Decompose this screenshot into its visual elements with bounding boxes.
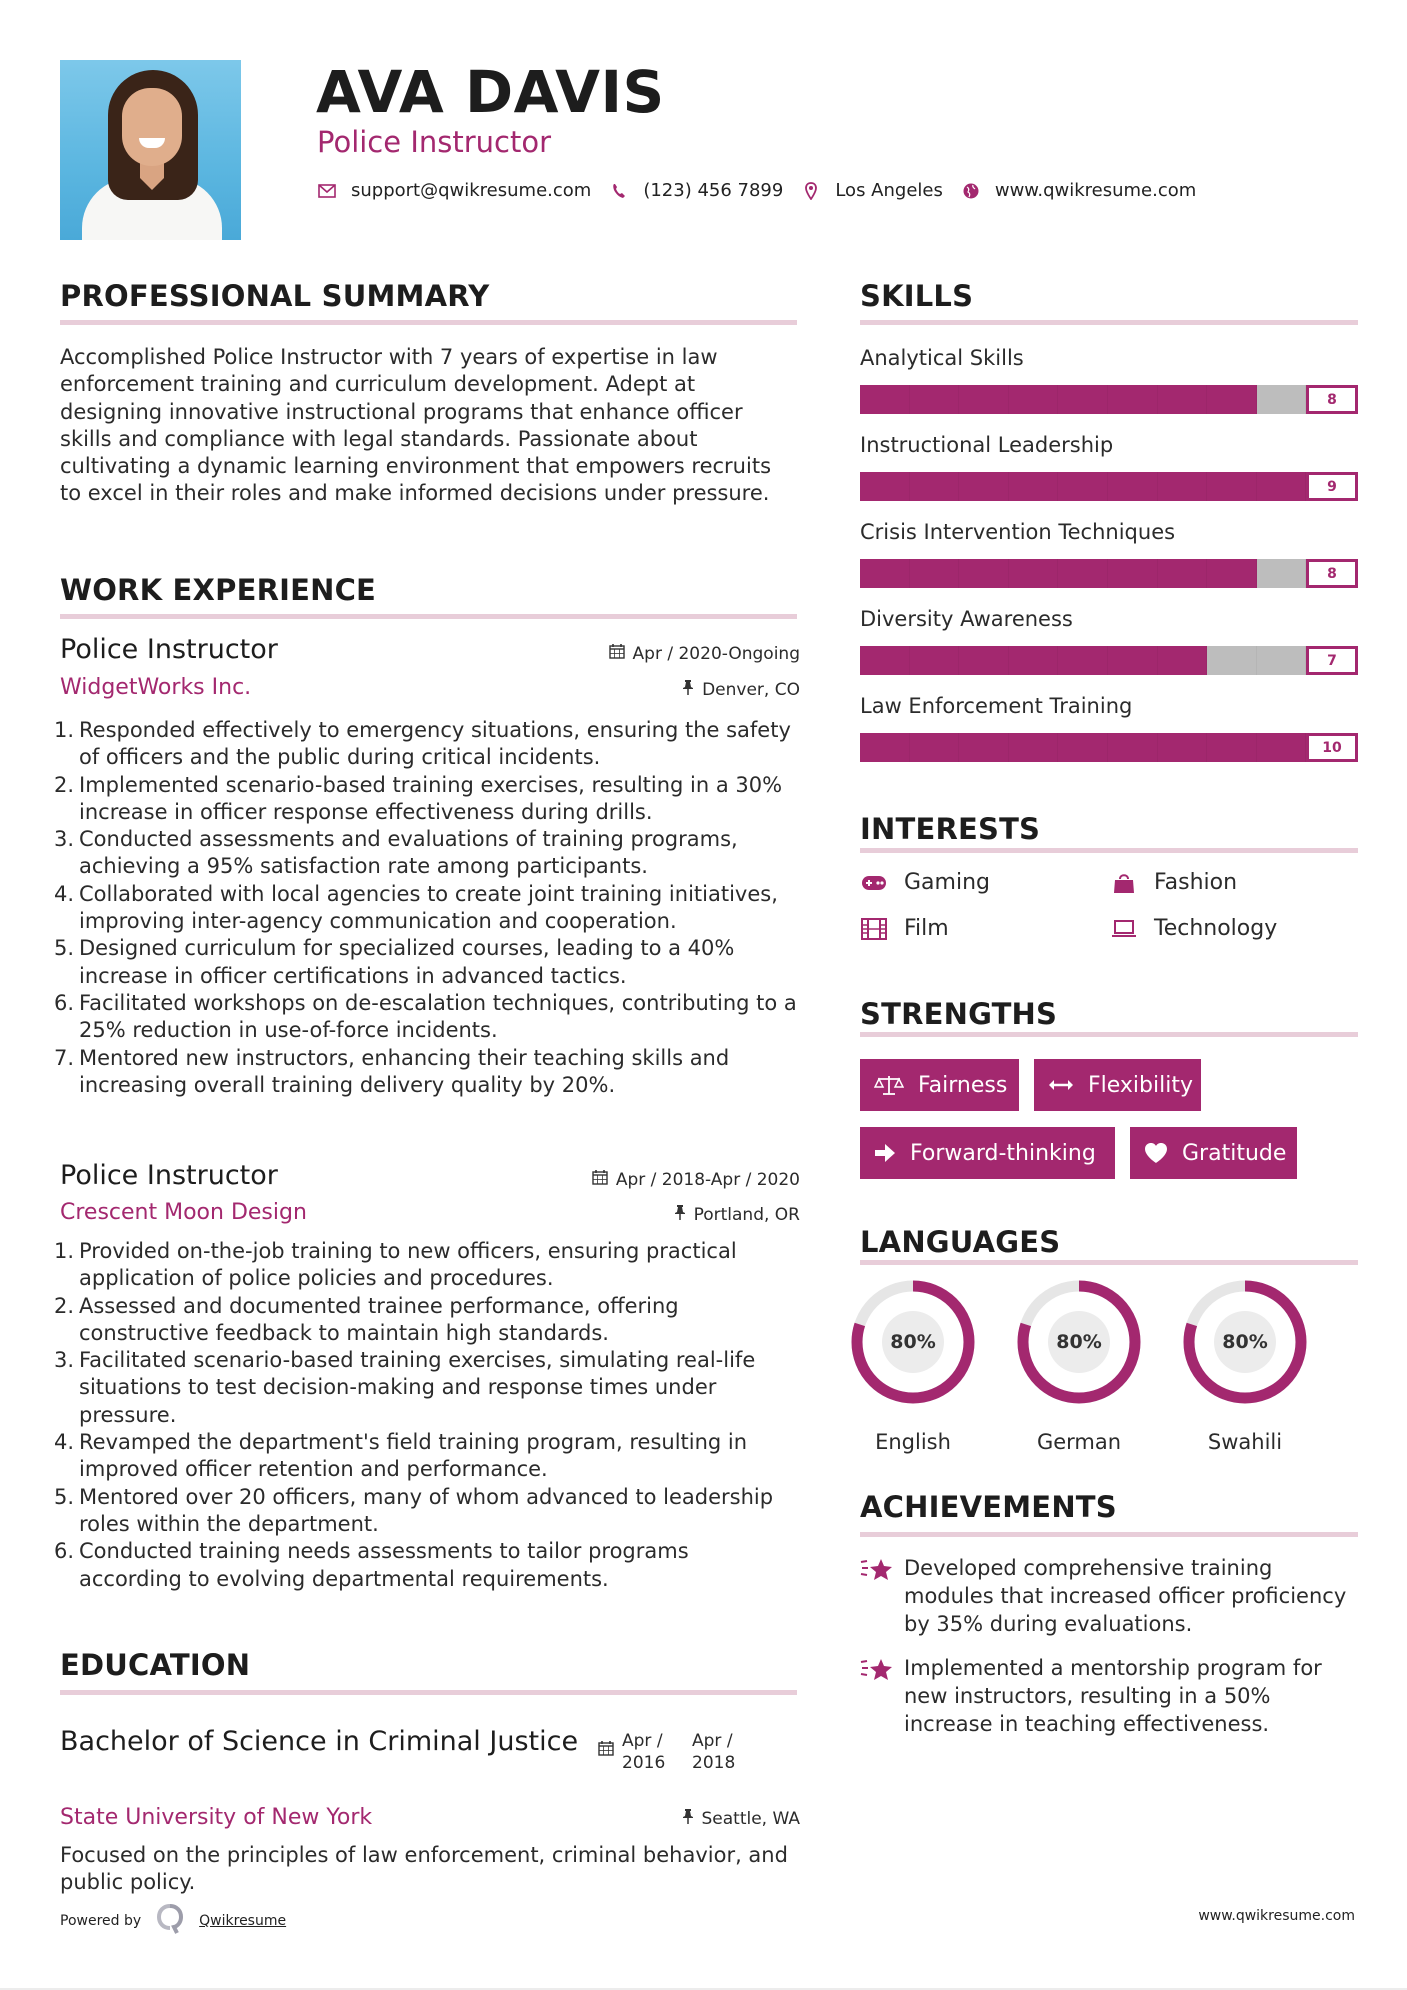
job-bullet: 6. Facilitated workshops on de-escalation techniques, contributing to a 25% reduction in use-of-force incidents. (54, 990, 797, 1043)
skill-bar-segment (1207, 559, 1257, 588)
pushpin-icon (682, 1808, 694, 1829)
job-bullets (54, 1238, 797, 1593)
job-bullet: 4. Revamped the department's field training program, resulting in improved officer retention and performance. (54, 1430, 748, 1482)
job-location-text: Denver, CO (702, 679, 800, 700)
job-bullet: 2. Assessed and documented trainee performance, offering constructive feedback to maintain high standards. (54, 1293, 679, 1345)
language-name: Swahili (1207, 1430, 1283, 1454)
section-title-achievements: ACHIEVEMENTS (860, 1490, 1117, 1524)
job-bullet: 3. Facilitated scenario-based training exercises, simulating real-life situations to test decision-making and response times under pressure. (54, 1348, 756, 1427)
qwikresume-link[interactable]: Qwikresume (199, 1913, 287, 1929)
skill-bar-segment (1257, 472, 1307, 501)
education-start-date: Apr / 2016 (622, 1731, 666, 1773)
job-title: Police Instructor (60, 634, 278, 665)
job-date (609, 643, 800, 664)
skill-label: Diversity Awareness (860, 607, 1073, 631)
pushpin-icon (682, 679, 694, 700)
skill-value: 9 (1306, 472, 1358, 501)
interest-item: Gaming (860, 870, 990, 895)
film-icon (860, 917, 888, 941)
strength-chip: Forward-thinking (860, 1127, 1115, 1179)
footer-powered-by: Powered by Qwikresume (60, 1904, 286, 1938)
contact-location (801, 180, 943, 201)
skill-bar-segment (959, 385, 1009, 414)
job-bullet: 2. Implemented scenario-based training exercises, resulting in a 30% increase in officer response effectiveness during drills. (54, 772, 783, 824)
calendar-icon (609, 643, 625, 664)
skill-bar-segment (959, 733, 1009, 762)
section-divider (860, 1260, 1358, 1265)
skill-bar-segment (1257, 559, 1307, 588)
achievement-text: Developed comprehensive training modules that increased officer proficiency by 35% during evaluations. (904, 1556, 1347, 1636)
language-percent: 80% (882, 1311, 944, 1373)
skill-bar (860, 733, 1356, 762)
skill-bar-segment (1108, 559, 1158, 588)
job-bullet: 5. Designed curriculum for specialized courses, leading to a 40% increase in officer certifications in advanced tactics. (54, 936, 735, 988)
language-item (1183, 1280, 1307, 1454)
job-bullet: 4. Collaborated with local agencies to create joint training initiatives, improving inter-agency communication and cooperation. (54, 881, 778, 934)
job-date-text: Apr / 2018-Apr / 2020 (615, 1169, 800, 1190)
job-company: Crescent Moon Design (60, 1200, 307, 1225)
skill-bar (860, 646, 1356, 675)
skill-bar-segment (1257, 646, 1307, 675)
skill-bar-segment (1207, 646, 1257, 675)
skill-bar-segment (1058, 472, 1108, 501)
job-bullet: 3. Conducted assessments and evaluations of training programs, achieving a 95% satisfaction rate among participants. (54, 827, 738, 879)
education-end-date: Apr / 2018 (692, 1731, 736, 1773)
contact-location-text: Los Angeles (835, 180, 943, 201)
skill-value: 8 (1306, 385, 1358, 414)
contact-phone[interactable] (609, 180, 783, 201)
gamepad-icon (860, 871, 888, 895)
section-title-skills: SKILLS (860, 279, 974, 313)
section-title-experience: WORK EXPERIENCE (60, 573, 377, 607)
shooting-star-icon (860, 1654, 904, 1738)
job-bullets (54, 717, 797, 1099)
skill-bar-segment (1058, 646, 1108, 675)
skill-bar-segment (1058, 733, 1108, 762)
skill-bar-segment (910, 733, 960, 762)
pushpin-icon (674, 1204, 686, 1225)
strength-chip: Fairness (860, 1059, 1019, 1111)
skill-value: 10 (1306, 733, 1358, 762)
summary-text: Accomplished Police Instructor with 7 years of expertise in law enforcement training and curriculum development. Adept at designing innovative instructional programs that enhance officer skills and compliance with legal standards. Passionate about cultivating a dynamic learning environment that empowers recruits to excel in their roles and make informed decisions under pressure. (60, 345, 772, 506)
education-description: Focused on the principles of law enforcement, criminal behavior, and public policy. (60, 1843, 788, 1895)
skill-bar-segment (1108, 646, 1158, 675)
interest-item: Technology (1110, 916, 1277, 941)
skill-bar-segment (959, 559, 1009, 588)
skill-bar-segment (910, 472, 960, 501)
section-divider (60, 1690, 797, 1695)
skill-bar-segment (860, 472, 910, 501)
education-date (598, 1730, 762, 1774)
job-bullet: 6. Conducted training needs assessments to tailor programs according to evolving departmental requirements. (54, 1539, 689, 1591)
contact-email[interactable] (317, 180, 591, 201)
arrow-right-icon (874, 1143, 896, 1163)
phone-icon (609, 181, 629, 201)
laptop-icon (1110, 917, 1138, 941)
section-title-interests: INTERESTS (860, 812, 1041, 846)
shopping-bag-icon (1110, 871, 1138, 895)
skill-bar (860, 472, 1356, 501)
skill-bar-segment (1158, 472, 1208, 501)
contact-row (317, 180, 1214, 201)
contact-email-text: support@qwikresume.com (351, 180, 592, 201)
job-bullet: 1. Responded effectively to emergency situations, ensuring the safety of officers and the public during critical incidents. (54, 718, 791, 770)
skill-bar-segment (1207, 472, 1257, 501)
skill-bar-segment (860, 646, 910, 675)
language-item (851, 1280, 975, 1454)
profile-photo (60, 60, 241, 240)
strength-chip: Gratitude (1130, 1127, 1297, 1179)
language-progress-ring (1017, 1280, 1141, 1404)
interest-item: Fashion (1110, 870, 1237, 895)
section-title-languages: LANGUAGES (860, 1225, 1061, 1259)
job-company: WidgetWorks Inc. (60, 675, 252, 700)
skill-bar-segment (1009, 559, 1059, 588)
skill-bar-segment (1207, 385, 1257, 414)
skill-bar-segment (959, 472, 1009, 501)
skill-bar-segment (1009, 733, 1059, 762)
skill-value: 7 (1306, 646, 1358, 675)
candidate-name: AVA DAVIS (316, 58, 665, 126)
language-progress-ring (1183, 1280, 1307, 1404)
achievement-item (860, 1554, 1358, 1638)
skill-bar-segment (1158, 385, 1208, 414)
skill-bar-segment (1158, 646, 1208, 675)
skill-bar-segment (1108, 733, 1158, 762)
job-date-text: Apr / 2020-Ongoing (632, 643, 800, 664)
skill-bar (860, 559, 1356, 588)
language-item (1017, 1280, 1141, 1454)
skill-bar-segment (1158, 733, 1208, 762)
contact-website-text: www.qwikresume.com (994, 180, 1197, 201)
skill-label: Analytical Skills (860, 346, 1024, 370)
skill-value: 8 (1306, 559, 1358, 588)
calendar-icon (592, 1169, 608, 1190)
job-bullet: 7. Mentored new instructors, enhancing their teaching skills and increasing overall training delivery quality by 20%. (54, 1045, 730, 1097)
skill-bar (860, 385, 1356, 414)
skill-bar-segment (860, 733, 910, 762)
footer-website[interactable]: www.qwikresume.com (1198, 1908, 1355, 1924)
arrows-horizontal-icon (1048, 1079, 1074, 1091)
envelope-icon (317, 181, 337, 201)
skill-bar-segment (1257, 733, 1307, 762)
language-name: German (1036, 1430, 1122, 1454)
job-bullet: 5. Mentored over 20 officers, many of whom advanced to leadership roles within the department. (54, 1484, 774, 1536)
job-location (682, 679, 800, 700)
education-degree: Bachelor of Science in Criminal Justice (60, 1726, 579, 1757)
skill-bar-segment (1108, 472, 1158, 501)
contact-website[interactable] (961, 180, 1196, 201)
balance-scale-icon (874, 1074, 904, 1096)
language-percent: 80% (1048, 1311, 1110, 1373)
section-divider (860, 848, 1358, 853)
shooting-star-icon (860, 1554, 904, 1638)
job-title: Police Instructor (60, 1160, 278, 1191)
achievement-text: Implemented a mentorship program for new instructors, resulting in a 50% increase in teaching effectiveness. (904, 1656, 1322, 1736)
skill-bar-segment (860, 559, 910, 588)
skill-bar-segment (910, 646, 960, 675)
section-title-summary: PROFESSIONAL SUMMARY (60, 279, 490, 313)
globe-icon (961, 181, 981, 201)
job-location-text: Portland, OR (693, 1204, 800, 1225)
skill-bar-segment (910, 559, 960, 588)
skill-bar-segment (1207, 733, 1257, 762)
section-divider (860, 1532, 1358, 1537)
interest-item: Film (860, 916, 949, 941)
skill-bar-segment (1158, 559, 1208, 588)
education-location: Seattle, WA (682, 1808, 801, 1829)
heart-icon (1144, 1142, 1168, 1164)
section-title-strengths: STRENGTHS (860, 997, 1058, 1031)
section-divider (60, 320, 797, 325)
calendar-icon (598, 1740, 614, 1774)
qwikresume-logo-icon (157, 1904, 183, 1938)
map-pin-icon (801, 181, 821, 201)
achievement-item (860, 1654, 1358, 1738)
strength-chip: Flexibility (1034, 1059, 1201, 1111)
language-name: English (875, 1430, 951, 1454)
skill-bar-segment (1009, 385, 1059, 414)
skill-label: Crisis Intervention Techniques (860, 520, 1176, 544)
skill-bar-segment (1108, 385, 1158, 414)
section-divider (860, 320, 1358, 325)
skill-label: Law Enforcement Training (860, 694, 1133, 718)
skill-bar-segment (1009, 646, 1059, 675)
skill-bar-segment (959, 646, 1009, 675)
section-divider (860, 1032, 1358, 1037)
skill-bar-segment (910, 385, 960, 414)
skill-bar-segment (1058, 559, 1108, 588)
skill-bar-segment (1257, 385, 1307, 414)
job-bullet: 1. Provided on-the-job training to new officers, ensuring practical application of police policies and procedures. (54, 1239, 737, 1291)
skill-bar-segment (860, 385, 910, 414)
education-school: State University of New York (60, 1805, 373, 1830)
skill-label: Instructional Leadership (860, 433, 1114, 457)
language-percent: 80% (1214, 1311, 1276, 1373)
section-title-education: EDUCATION (60, 1648, 251, 1682)
section-divider (60, 614, 797, 619)
candidate-role: Police Instructor (317, 125, 552, 159)
job-date (592, 1169, 800, 1190)
job-location (674, 1204, 800, 1225)
skill-bar-segment (1058, 385, 1108, 414)
skill-bar-segment (1009, 472, 1059, 501)
language-progress-ring (851, 1280, 975, 1404)
contact-phone-text: (123) 456 7899 (643, 180, 784, 201)
